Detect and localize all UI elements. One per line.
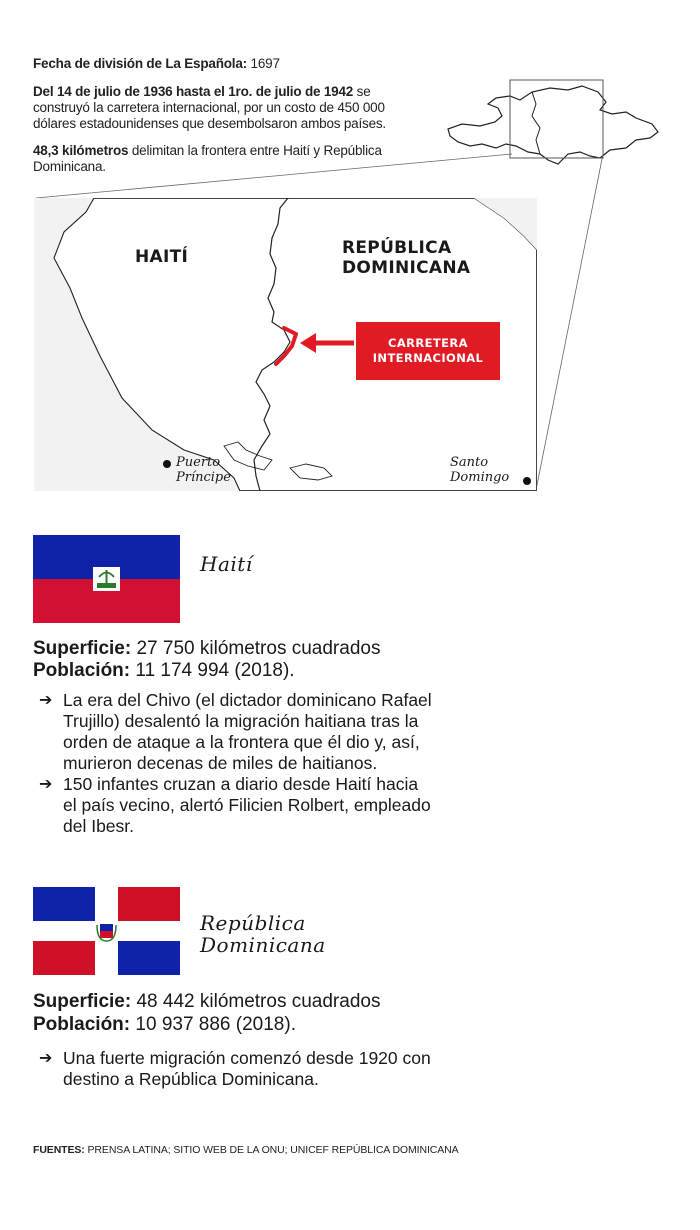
dr-name-line2: Dominicana (200, 933, 326, 957)
road-label-line1: CARRETERA (388, 336, 468, 350)
border-fact-text: delimitan la frontera entre Haití y República Dominicana. (33, 143, 382, 174)
dr-flag-shield-bottom (100, 931, 113, 938)
dr-population (33, 1014, 433, 1036)
dr-flag (33, 887, 180, 975)
division-value: 1697 (250, 56, 280, 71)
haiti-surface-label: Superficie: (33, 638, 132, 659)
puerto-principe-label (176, 455, 231, 485)
dr-flag-blue-bottom (118, 941, 180, 975)
list-item: ➔ La era del Chivo (el dictador dominicano Rafael Trujillo) desalentó la migración haitiana tras la orden de ataque a la frontera que él dio y, así, murieron decenas de miles de haitianos. (39, 690, 432, 773)
haiti-name: Haití (200, 552, 253, 576)
haiti-population-label: Población: (33, 660, 131, 681)
puerto-principe-line1: Puerto (176, 455, 221, 470)
dr-flag-red-top (118, 887, 180, 921)
haiti-population (33, 660, 433, 682)
dr-name (200, 912, 326, 956)
road-fact-dates: Del 14 de julio de 1936 hasta el 1ro. de julio de 1942 (33, 84, 354, 99)
haiti-map-label: HAITÍ (135, 247, 189, 267)
sources-line (33, 1144, 673, 1156)
dr-name-line1: República (200, 911, 306, 935)
dr-flag-blue-top (33, 887, 95, 921)
haiti-population-value: 11 174 994 (2018). (135, 660, 295, 681)
arrow-right-icon: ➔ (39, 776, 53, 793)
puerto-principe-line2: Príncipe (176, 470, 231, 485)
dr-flag-red-bottom (33, 941, 95, 975)
arrow-right-icon: ➔ (39, 692, 53, 709)
haiti-bullet-list (33, 690, 433, 837)
santo-domingo-line1: Santo (450, 455, 489, 470)
rd-map-label-line1: REPÚBLICA (342, 238, 452, 258)
sources-text: PRENSA LATINA; SITIO WEB DE LA ONU; UNICEF REPÚBLICA DOMINICANA (87, 1144, 459, 1156)
santo-domingo-dot (523, 477, 531, 485)
road-label-line2: INTERNACIONAL (372, 351, 484, 365)
haiti-flag-ground (97, 583, 116, 588)
connector-line-right (536, 154, 603, 490)
dr-surface (33, 991, 433, 1013)
arrow-right-icon: ➔ (39, 1050, 53, 1067)
rd-map-label-line2: DOMINICANA (342, 258, 471, 278)
sources-label: FUENTES: (33, 1144, 85, 1156)
dr-population-label: Población: (33, 1014, 131, 1035)
list-item: ➔ Una fuerte migración comenzó desde 1920 con destino a República Dominicana. (39, 1048, 431, 1089)
dr-surface-value: 48 442 kilómetros cuadrados (136, 991, 381, 1012)
road-label-box (356, 322, 500, 380)
haiti-flag (33, 535, 180, 623)
rd-map-label (342, 238, 470, 278)
haiti-surface (33, 638, 433, 660)
haiti-surface-value: 27 750 kilómetros cuadrados (136, 638, 381, 659)
border-fact-length: 48,3 kilómetros (33, 143, 129, 158)
dr-surface-label: Superficie: (33, 991, 132, 1012)
santo-domingo-label (450, 455, 509, 485)
dr-population-value: 10 937 886 (2018). (135, 1014, 296, 1035)
puerto-principe-dot (163, 460, 171, 468)
dr-bullet-list (33, 1048, 433, 1090)
division-label: Fecha de división de La Española: (33, 56, 247, 71)
road-fact-text: se construyó la carretera internacional, por un costo de 450 000 dólares estadounidenses que desembolsaron ambos países. (33, 84, 386, 131)
list-item: ➔ 150 infantes cruzan a diario desde Haití hacia el país vecino, alertó Filicien Rolbert, empleado del Ibesr. (39, 774, 431, 836)
santo-domingo-line2: Domingo (450, 470, 510, 485)
connector-line-left (36, 154, 512, 198)
